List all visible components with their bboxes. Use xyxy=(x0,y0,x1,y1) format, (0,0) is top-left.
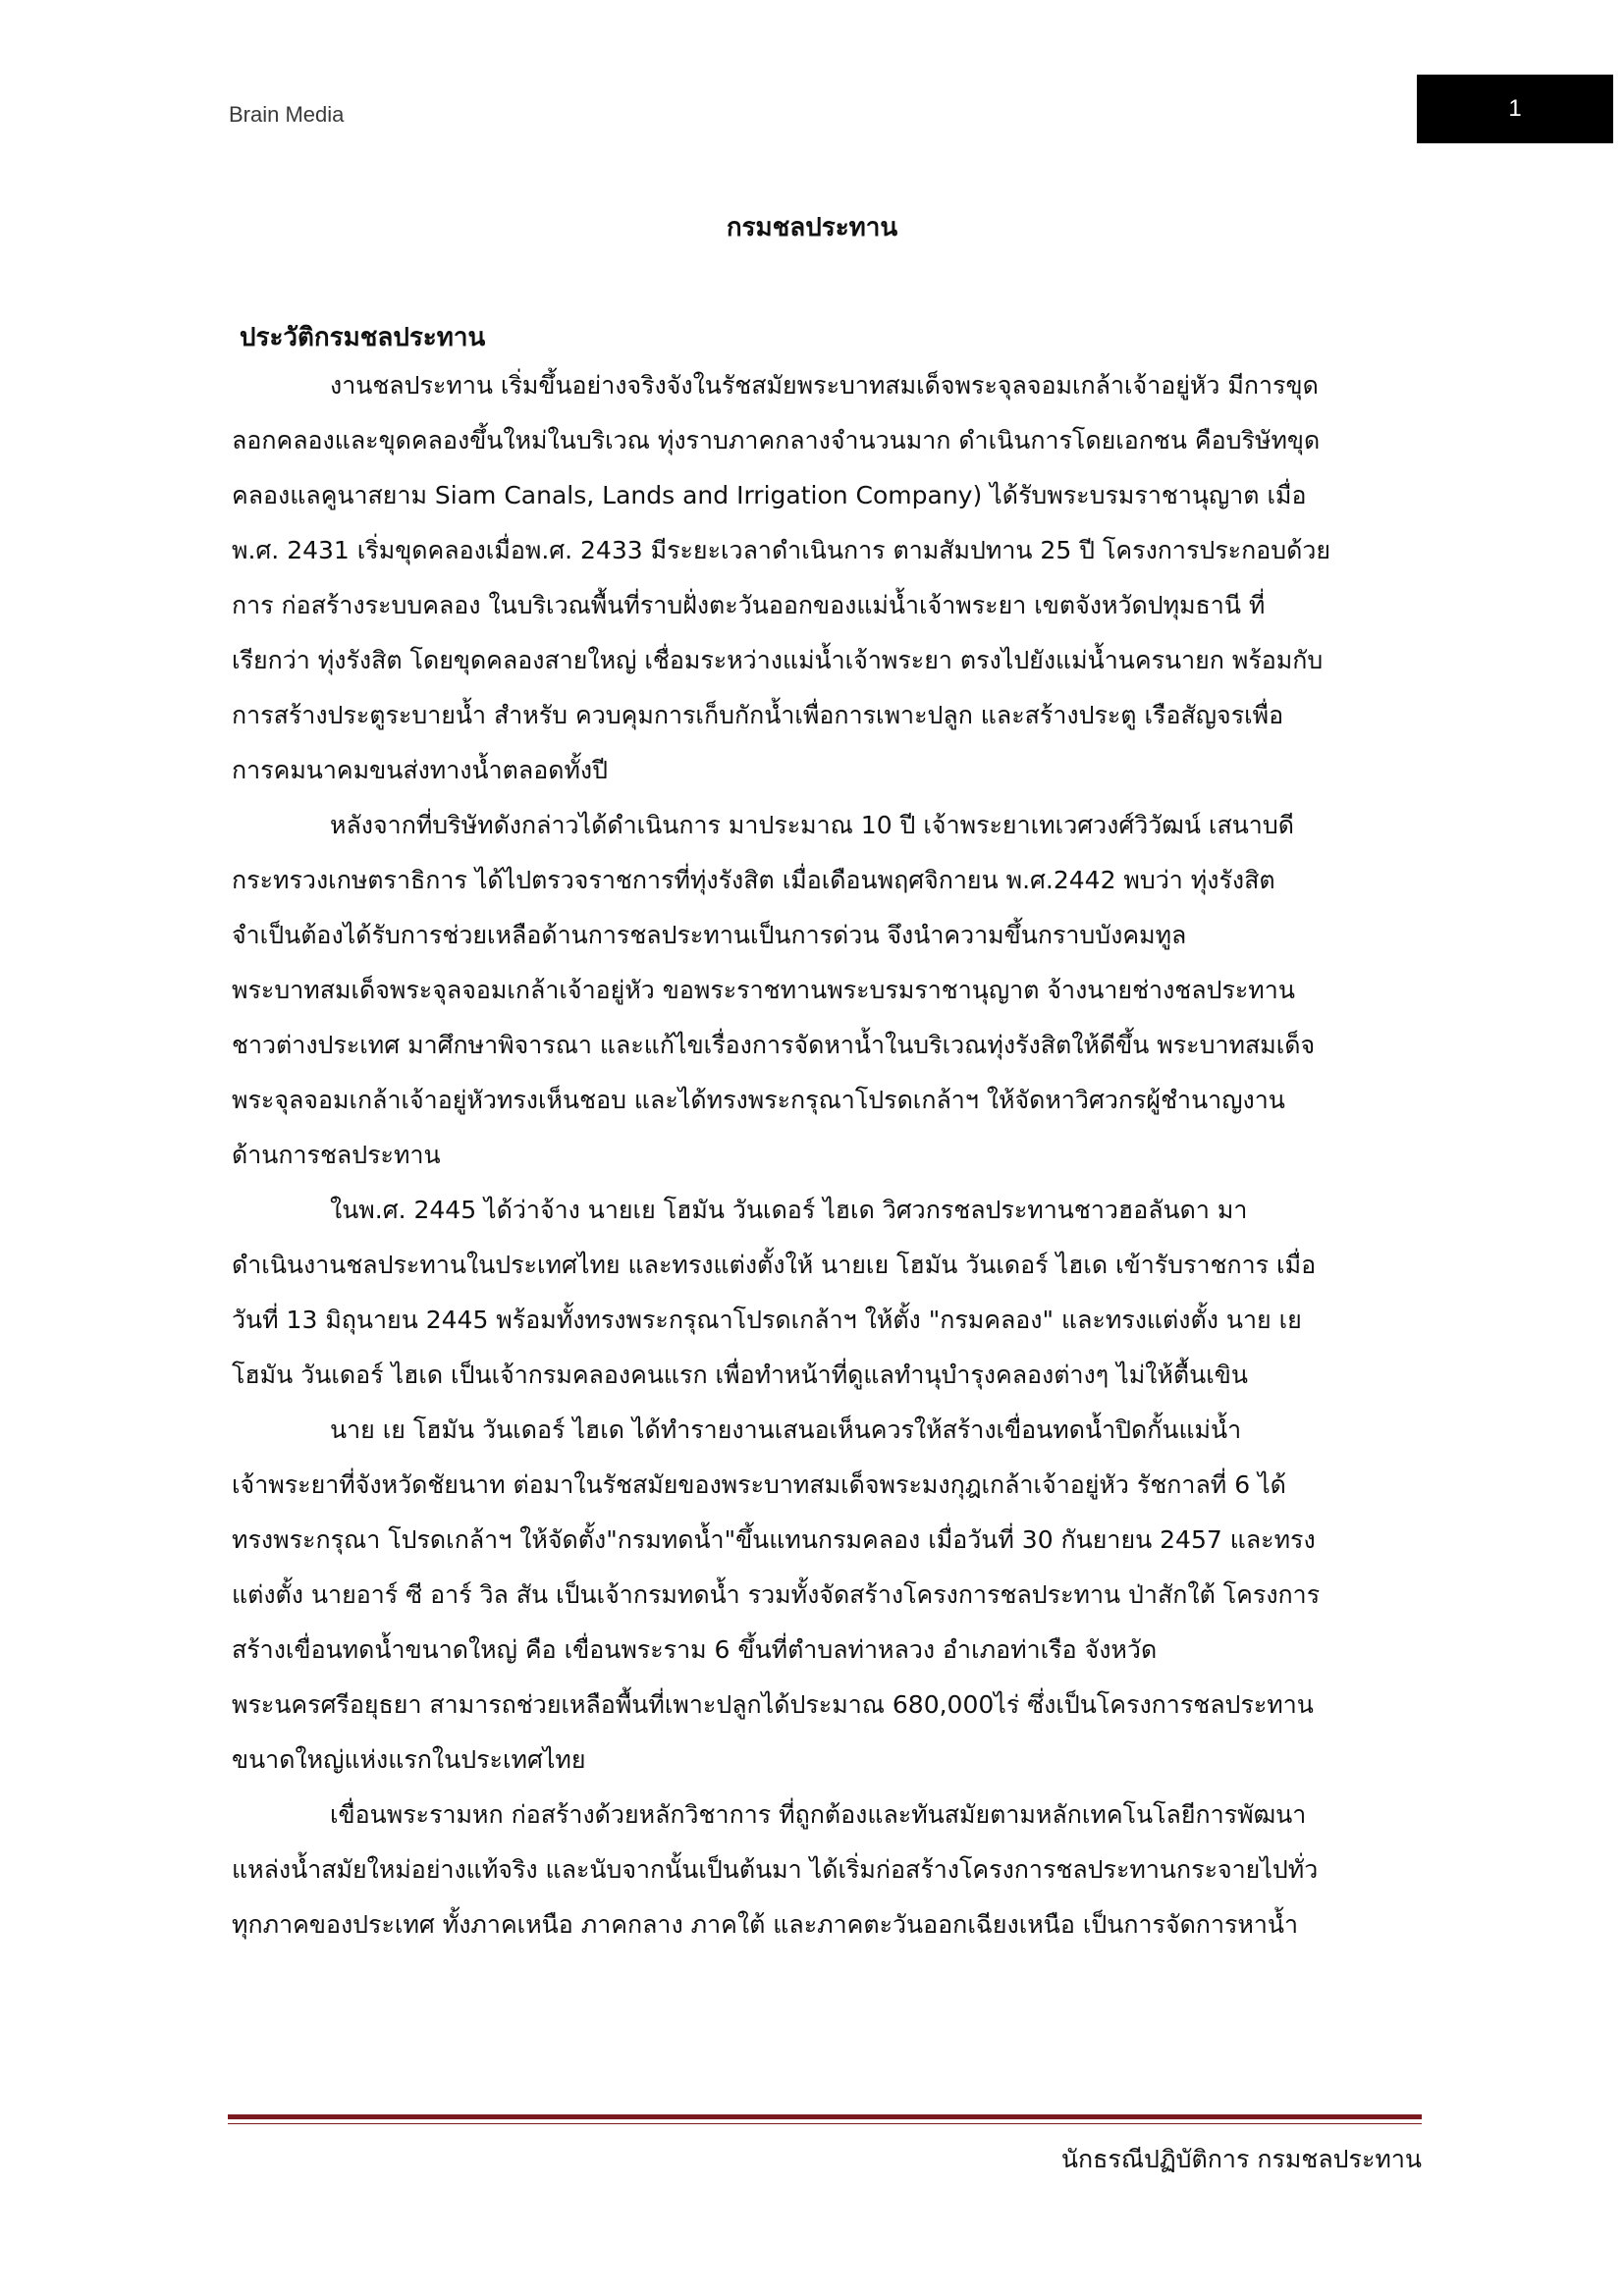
paragraph-line: ในพ.ศ. 2445 ได้ว่าจ้าง นายเย โฮมัน วันเดอร์ ไฮเด วิศวกรชลประทานชาวฮอลันดา มา xyxy=(330,1196,1248,1224)
page-number: 1 xyxy=(1417,75,1613,143)
paragraph-line: หลังจากที่บริษัทดังกล่าวได้ดำเนินการ มาประมาณ 10 ปี เจ้าพระยาเทเวศวงศ์วิวัฒน์ เสนาบดี xyxy=(330,811,1294,839)
paragraph-line: ชาวต่างประเทศ มาศึกษาพิจารณา และแก้ไขเรื่องการจัดหาน้ำในบริเวณทุ่งรังสิตให้ดีขึ้น พระบาทสมเด็จ xyxy=(232,1031,1316,1059)
paragraph-line: พระจุลจอมเกล้าเจ้าอยู่หัวทรงเห็นชอบ และได้ทรงพระกรุณาโปรดเกล้าฯ ให้จัดหาวิศวกรผู้ชำนาญงาน xyxy=(232,1086,1285,1114)
paragraph-line: แต่งตั้ง นายอาร์ ซี อาร์ วิล สัน เป็นเจ้ากรมทดน้ำ รวมทั้งจัดสร้างโครงการชลประทาน ป่าสักใต้ โครงการ xyxy=(232,1580,1321,1609)
paragraph-line: ทรงพระกรุณา โปรดเกล้าฯ ให้จัดตั้ง"กรมทดน้ำ"ขึ้นแทนกรมคลอง เมื่อวันที่ 30 กันยายน 2457 และทรง xyxy=(232,1525,1316,1554)
footer-text: นักธรณีปฏิบัติการ กรมชลประทาน xyxy=(1060,2145,1422,2173)
paragraph-line: ทุกภาคของประเทศ ทั้งภาคเหนือ ภาคกลาง ภาคใต้ และภาคตะวันออกเฉียงเหนือ เป็นการจัดการหาน้ำ xyxy=(232,1910,1299,1939)
paragraph-line: สร้างเขื่อนทดน้ำขนาดใหญ่ คือ เขื่อนพระราม 6 ขึ้นที่ตำบลท่าหลวง อำเภอท่าเรือ จังหวัด xyxy=(232,1635,1158,1664)
paragraph-line: งานชลประทาน เริ่มขึ้นอย่างจริงจังในรัชสมัยพระบาทสมเด็จพระจุลจอมเกล้าเจ้าอยู่หัว มีการขุด xyxy=(330,371,1319,400)
paragraph-line: การ ก่อสร้างระบบคลอง ในบริเวณพื้นที่ราบฝั่งตะวันออกของแม่น้ำเจ้าพระยา เขตจังหวัดปทุมธานี ที่ xyxy=(232,591,1266,619)
paragraph-line: ดำเนินงานชลประทานในประเทศไทย และทรงแต่งตั้งให้ นายเย โฮมัน วันเดอร์ ไฮเด เข้ารับราชการ เมื่อ xyxy=(232,1251,1317,1279)
paragraph-line: ด้านการชลประทาน xyxy=(232,1141,441,1169)
footer-divider-thin xyxy=(228,2123,1422,2124)
paragraph-line: พระนครศรีอยุธยา สามารถช่วยเหลือพื้นที่เพาะปลูกได้ประมาณ 680,000ไร่ ซึ่งเป็นโครงการชลประทาน xyxy=(232,1690,1314,1719)
paragraph-line: เจ้าพระยาที่จังหวัดชัยนาท ต่อมาในรัชสมัยของพระบาทสมเด็จพระมงกุฎเกล้าเจ้าอยู่หัว รัชกาลที่ 6 ได้ xyxy=(232,1470,1286,1499)
paragraph-line: การคมนาคมขนส่งทางน้ำตลอดทั้งปี xyxy=(232,756,608,784)
paragraph-line: การสร้างประตูระบายน้ำ สำหรับ ควบคุมการเก็บกักน้ำเพื่อการเพาะปลูก และสร้างประตู เรือสัญจรเพื่อ xyxy=(232,701,1284,729)
header-brand: Brain Media xyxy=(229,102,345,127)
paragraph-line: แหล่งน้ำสมัยใหม่อย่างแท้จริง และนับจากนั้นเป็นต้นมา ได้เริ่มก่อสร้างโครงการชลประทานกระจายไปทั่ว xyxy=(232,1855,1319,1884)
document-body xyxy=(232,358,1439,1952)
section-heading: ประวัติกรมชลประทาน xyxy=(240,323,486,352)
paragraph-line: คลองแลคูนาสยาม Siam Canals, Lands and Irrigation Company) ได้รับพระบรมราชานุญาต เมื่อ xyxy=(232,481,1307,509)
paragraph-line: กระทรวงเกษตราธิการ ได้ไปตรวจราชการที่ทุ่งรังสิต เมื่อเดือนพฤศจิกายน พ.ศ.2442 พบว่า ทุ่งรังสิต xyxy=(232,866,1275,894)
paragraph-line: นาย เย โฮมัน วันเดอร์ ไฮเด ได้ทำรายงานเสนอเห็นควรให้สร้างเขื่อนทดน้ำปิดกั้นแม่น้ำ xyxy=(330,1415,1242,1444)
paragraph-line: พระบาทสมเด็จพระจุลจอมเกล้าเจ้าอยู่หัว ขอพระราชทานพระบรมราชานุญาต จ้างนายช่างชลประทาน xyxy=(232,976,1295,1004)
paragraph-line: เรียกว่า ทุ่งรังสิต โดยขุดคลองสายใหญ่ เชื่อมระหว่างแม่น้ำเจ้าพระยา ตรงไปยังแม่น้ำนครนายก พร้อมกับ xyxy=(232,646,1324,674)
paragraph-line: พ.ศ. 2431 เริ่มขุดคลองเมื่อพ.ศ. 2433 มีระยะเวลาดำเนินการ ตามสัมปทาน 25 ปี โครงการประกอบด้วย xyxy=(232,536,1331,564)
paragraph-line: วันที่ 13 มิถุนายน 2445 พร้อมทั้งทรงพระกรุณาโปรดเกล้าฯ ให้ตั้ง "กรมคลอง" และทรงแต่งตั้ง นาย เย xyxy=(232,1306,1302,1334)
paragraph-line: จำเป็นต้องได้รับการช่วยเหลือด้านการชลประทานเป็นการด่วน จึงนำความขึ้นกราบบังคมทูล xyxy=(232,921,1187,949)
footer-divider-thick xyxy=(228,2114,1422,2119)
paragraph-line: โฮมัน วันเดอร์ ไฮเด เป็นเจ้ากรมคลองคนแรก เพื่อทำหน้าที่ดูแลทำนุบำรุงคลองต่างๆ ไม่ให้ตื้นเขิน xyxy=(232,1361,1248,1389)
document-title: กรมชลประทาน xyxy=(726,213,898,242)
paragraph-line: ขนาดใหญ่แห่งแรกในประเทศไทย xyxy=(232,1745,586,1774)
paragraph-line: เขื่อนพระรามหก ก่อสร้างด้วยหลักวิชาการ ที่ถูกต้องและทันสมัยตามหลักเทคโนโลยีการพัฒนา xyxy=(330,1800,1307,1829)
paragraph-line: ลอกคลองและขุดคลองขึ้นใหม่ในบริเวณ ทุ่งราบภาคกลางจำนวนมาก ดำเนินการโดยเอกชน คือบริษัทขุด xyxy=(232,426,1321,454)
